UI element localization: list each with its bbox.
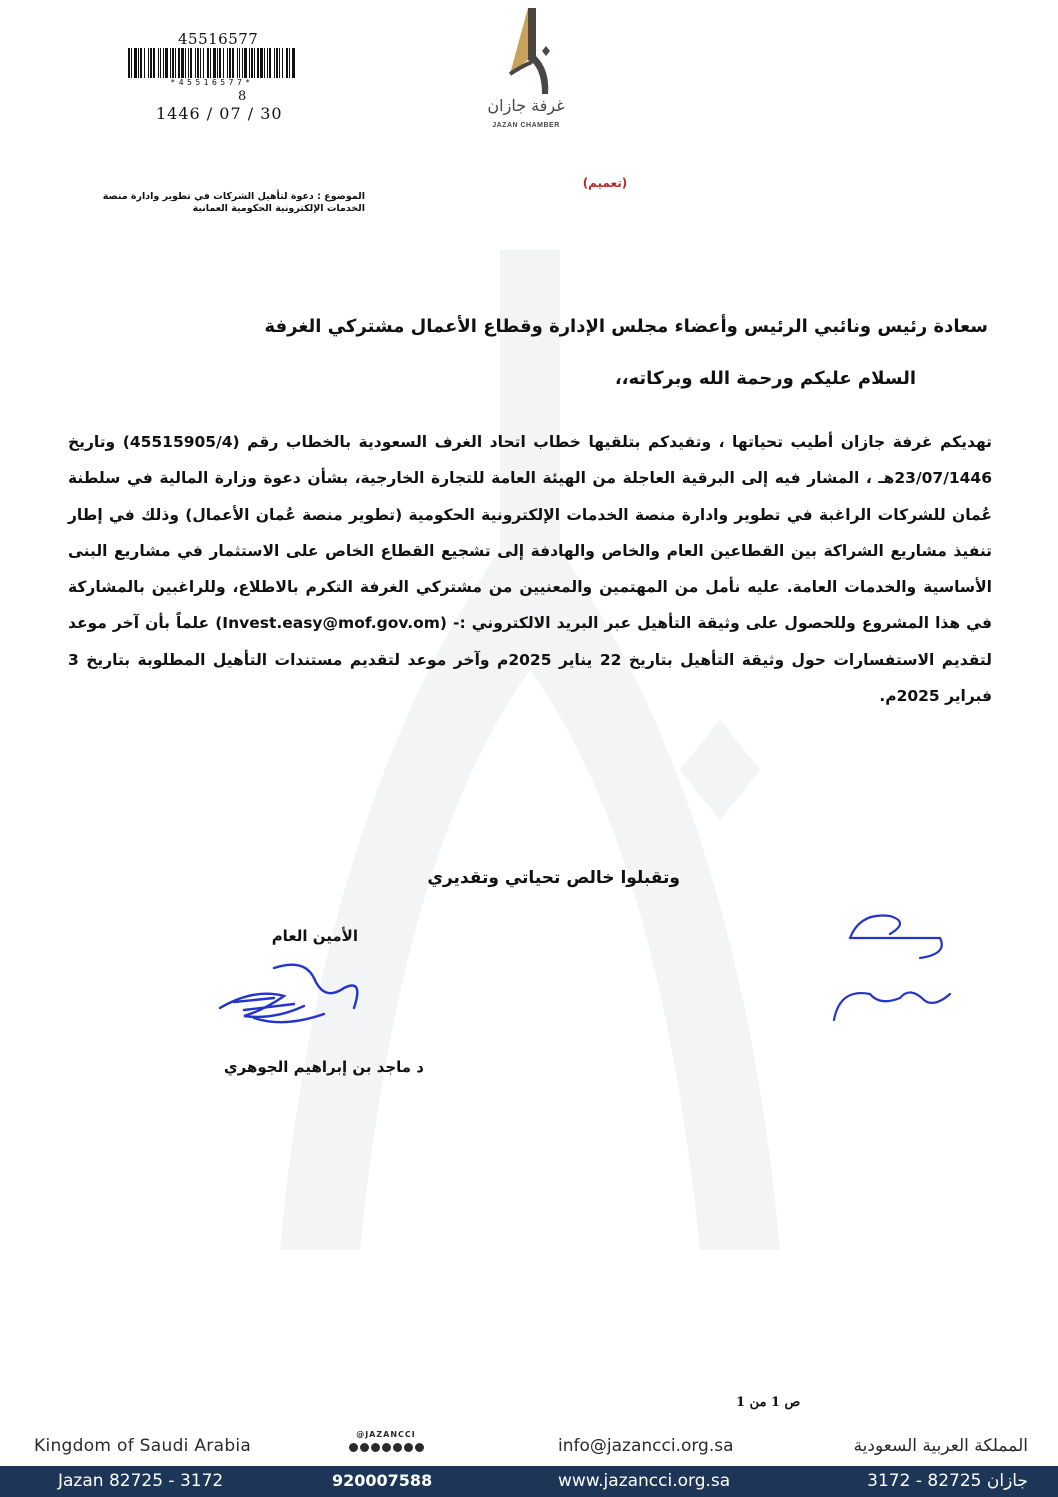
barcode-bar: [260, 48, 263, 78]
barcode-bar: [239, 48, 240, 78]
barcode-bar: [286, 48, 288, 78]
barcode-bar: [163, 48, 164, 78]
barcode-bar: [165, 48, 168, 78]
barcode-bar: [128, 48, 130, 78]
barcode-bar: [227, 48, 228, 78]
barcode-suffix: 8: [238, 89, 247, 104]
facebook-icon[interactable]: [382, 1443, 391, 1452]
barcode-bar: [195, 48, 196, 78]
barcode-bar: [229, 48, 231, 78]
greeting-line: السلام عليكم ورحمة الله وبركاته،،: [614, 368, 916, 389]
footer-address-ar: جازان 82725 - 3172: [867, 1471, 1028, 1491]
youtube-icon[interactable]: [393, 1443, 402, 1452]
reference-number: 45516577: [178, 30, 259, 48]
footer-band: [0, 1466, 1058, 1497]
hijri-date: 1446 / 07 / 30: [156, 104, 283, 123]
barcode-bar: [153, 48, 155, 78]
barcode-bar: [150, 48, 152, 78]
footer-social-icons: [336, 1443, 436, 1452]
barcode-bar: [185, 48, 186, 78]
tiktok-icon[interactable]: [360, 1443, 369, 1452]
barcode-bar: [213, 48, 216, 78]
barcode-bar: [274, 48, 275, 78]
barcode-bar: [254, 48, 255, 78]
barcode-bar: [219, 48, 221, 78]
footer-contact-bar: [0, 1428, 1058, 1466]
barcode-bar: [138, 48, 139, 78]
barcode-bar: [217, 48, 218, 78]
closing-line: وتقبلوا خالص تحياتي وتقديري: [427, 868, 680, 888]
barcode-bar: [158, 48, 159, 78]
initials-signature-icon: [820, 908, 960, 1038]
barcode-bar: [175, 48, 176, 78]
barcode-bar: [276, 48, 278, 78]
barcode-bar: [144, 48, 145, 78]
barcode-bar: [172, 48, 174, 78]
instagram-icon[interactable]: [404, 1443, 413, 1452]
barcode-bar: [257, 48, 259, 78]
barcode-bar: [244, 48, 247, 78]
barcode-bar: [200, 48, 201, 78]
subject-line: [60, 191, 365, 215]
barcode-bar: [210, 48, 211, 78]
barcode-bar: [203, 48, 204, 78]
footer-country-en: Kingdom of Saudi Arabia: [34, 1436, 252, 1456]
barcode-bar: [140, 48, 142, 78]
barcode-bar: [249, 48, 250, 78]
signer-title: الأمين العام: [271, 927, 358, 945]
footer-website-link[interactable]: www.jazancci.org.sa: [558, 1471, 731, 1491]
barcode-bar: [148, 48, 149, 78]
barcode-bar: [279, 48, 280, 78]
barcode-bar: [232, 48, 234, 78]
barcode-bar: [181, 48, 184, 78]
barcode-bar: [292, 48, 295, 78]
barcode-bar: [134, 48, 137, 78]
footer-country-ar: المملكة العربية السعودية: [853, 1436, 1028, 1456]
barcode-bar: [237, 48, 238, 78]
watermark-logo: [200, 250, 860, 1250]
signature-icon: [214, 958, 374, 1034]
barcode-bar: [160, 48, 161, 78]
barcode-bar: [264, 48, 265, 78]
logo-arabic-text: غرفة جازان: [487, 96, 565, 115]
circular-tag: (تعميم): [582, 176, 628, 190]
subject-line-2: الخدمات الإلكترونية الحكومية العمانية: [192, 203, 365, 214]
letter-body: تهديكم غرفة جازان أطيب تحياتها ، وتفيدكم بتلقيها خطاب اتحاد الغرف السعودية بالخطاب رقم (45515905/4) وتاريخ 23/07/1446هـ ، المشار فيه إلى البرقية العاجلة من الهيئة العامة للتجارة الخارجية، بشأن دعوة وزارة المالية في سلطنة عُمان للشركات الراغبة في تطوير وادارة منصة الخدمات الإلكترونية الحكومية (تطوير منصة عُمان الأعمال) وذلك في إطار تنفيذ مشاريع الشراكة بين القطاعين العام والخاص والهادفة إلى تشجيع القطاع الخاص على الاستثمار في مشاريع البنى الأساسية والخدمات العامة. عليه نأمل من المهتمين والمعنيين من مشتركي الغرفة التكرم بالاطلاع، وللراغبين بالمشاركة في هذا المشروع وللحصول على وثيقة التأهيل عبر البريد الالكتروني :- (Invest.easy@mof.gov.om) علماً بأن آخر موعد لتقديم الاستفسارات حول وثيقة التأهيل بتاريخ 22 يناير 2025م وآخر موعد لتقديم مستندات التأهيل المطلوبة بتاريخ 3 فبراير 2025م.: [68, 433, 993, 706]
barcode-bar: [282, 48, 283, 78]
barcode-bar: [170, 48, 171, 78]
linkedin-icon[interactable]: [415, 1443, 424, 1452]
snapchat-icon[interactable]: [349, 1443, 358, 1452]
footer-phone[interactable]: 920007588: [332, 1471, 433, 1490]
logo-english-text: JAZAN CHAMBER: [492, 122, 560, 129]
signer-name: د ماجد بن إبراهيم الجوهري: [223, 1058, 424, 1076]
twitter-icon[interactable]: [371, 1443, 380, 1452]
barcode-bar: [207, 48, 209, 78]
page-number: ص 1 من 1: [736, 1395, 801, 1410]
barcode-digits: *45516577*: [170, 78, 254, 87]
barcode-bar: [190, 48, 192, 78]
jazan-chamber-logo-icon: [488, 4, 578, 96]
recipient-line: سعادة رئيس ونائبي الرئيس وأعضاء مجلس الإدارة وقطاع الأعمال مشتركي الغرفة: [264, 316, 988, 337]
barcode-bar: [197, 48, 199, 78]
barcode-bar: [188, 48, 189, 78]
barcode-bar: [223, 48, 224, 78]
barcode-bar: [178, 48, 180, 78]
barcode-bar: [251, 48, 253, 78]
footer-address-en: Jazan 82725 - 3172: [58, 1471, 224, 1491]
barcode-bar: [269, 48, 271, 78]
subject-line-1: الموضوع : دعوة لتأهيل الشركات في تطوير وادارة منصة: [102, 191, 365, 202]
barcode-bar: [267, 48, 268, 78]
barcode-bar: [289, 48, 290, 78]
barcode-bar: [131, 48, 132, 78]
footer-social-handle: @JAZANCCI: [356, 1430, 416, 1439]
barcode-bar: [242, 48, 243, 78]
footer-email-link[interactable]: info@jazancci.org.sa: [558, 1436, 734, 1456]
barcode: [128, 48, 296, 78]
